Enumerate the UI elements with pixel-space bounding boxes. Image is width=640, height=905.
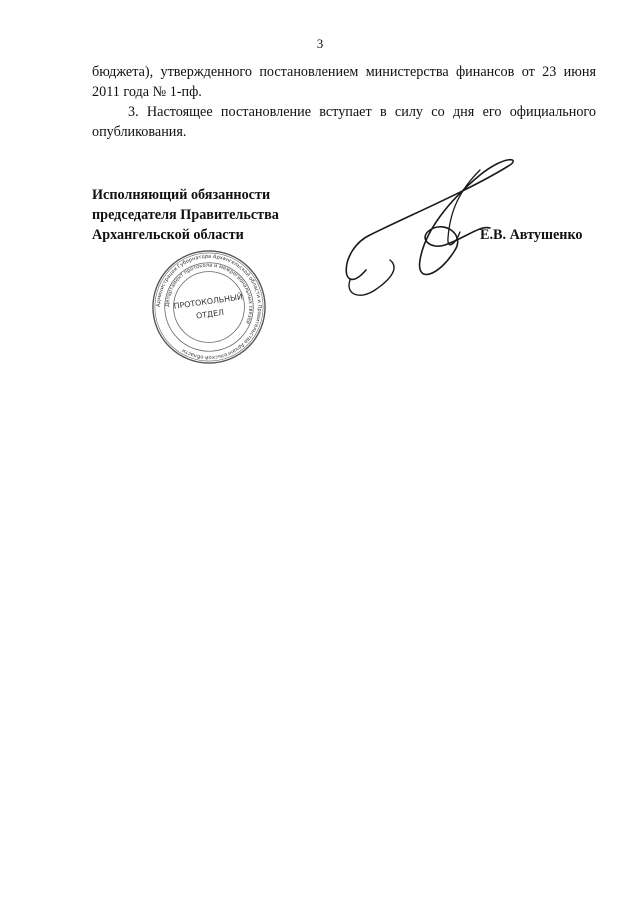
page-number: 3 [316,36,324,51]
official-stamp-seal [150,248,268,366]
signer-title-line: председателя Правительства [92,207,279,223]
paragraph-continuation: бюджета), утвержденного постановлением министерства финансов от 23 июня 2011 года № 1-пф. [92,64,596,100]
signer-title-line: Исполняющий обязанности [92,187,271,203]
signer-title-line: Архангельской области [92,227,244,243]
signer-title [92,185,279,245]
signer-name: Е.В. Автушенко [480,227,583,243]
stamp-inner-text: Департамент протокола и межрегиональных связей [164,262,254,325]
stamp-center-line-1: ПРОТОКОЛЬНЫЙ [173,292,244,311]
stamp-outer-text: Администрация Губернатора Архангельской области и Правительства Архангельской области [155,253,263,361]
stamp-center-line-2: ОТДЕЛ [195,307,225,321]
paragraph-item-3: 3. Настоящее постановление вступает в силу со дня его официального опубликования. [92,104,596,140]
document-body [92,62,596,142]
